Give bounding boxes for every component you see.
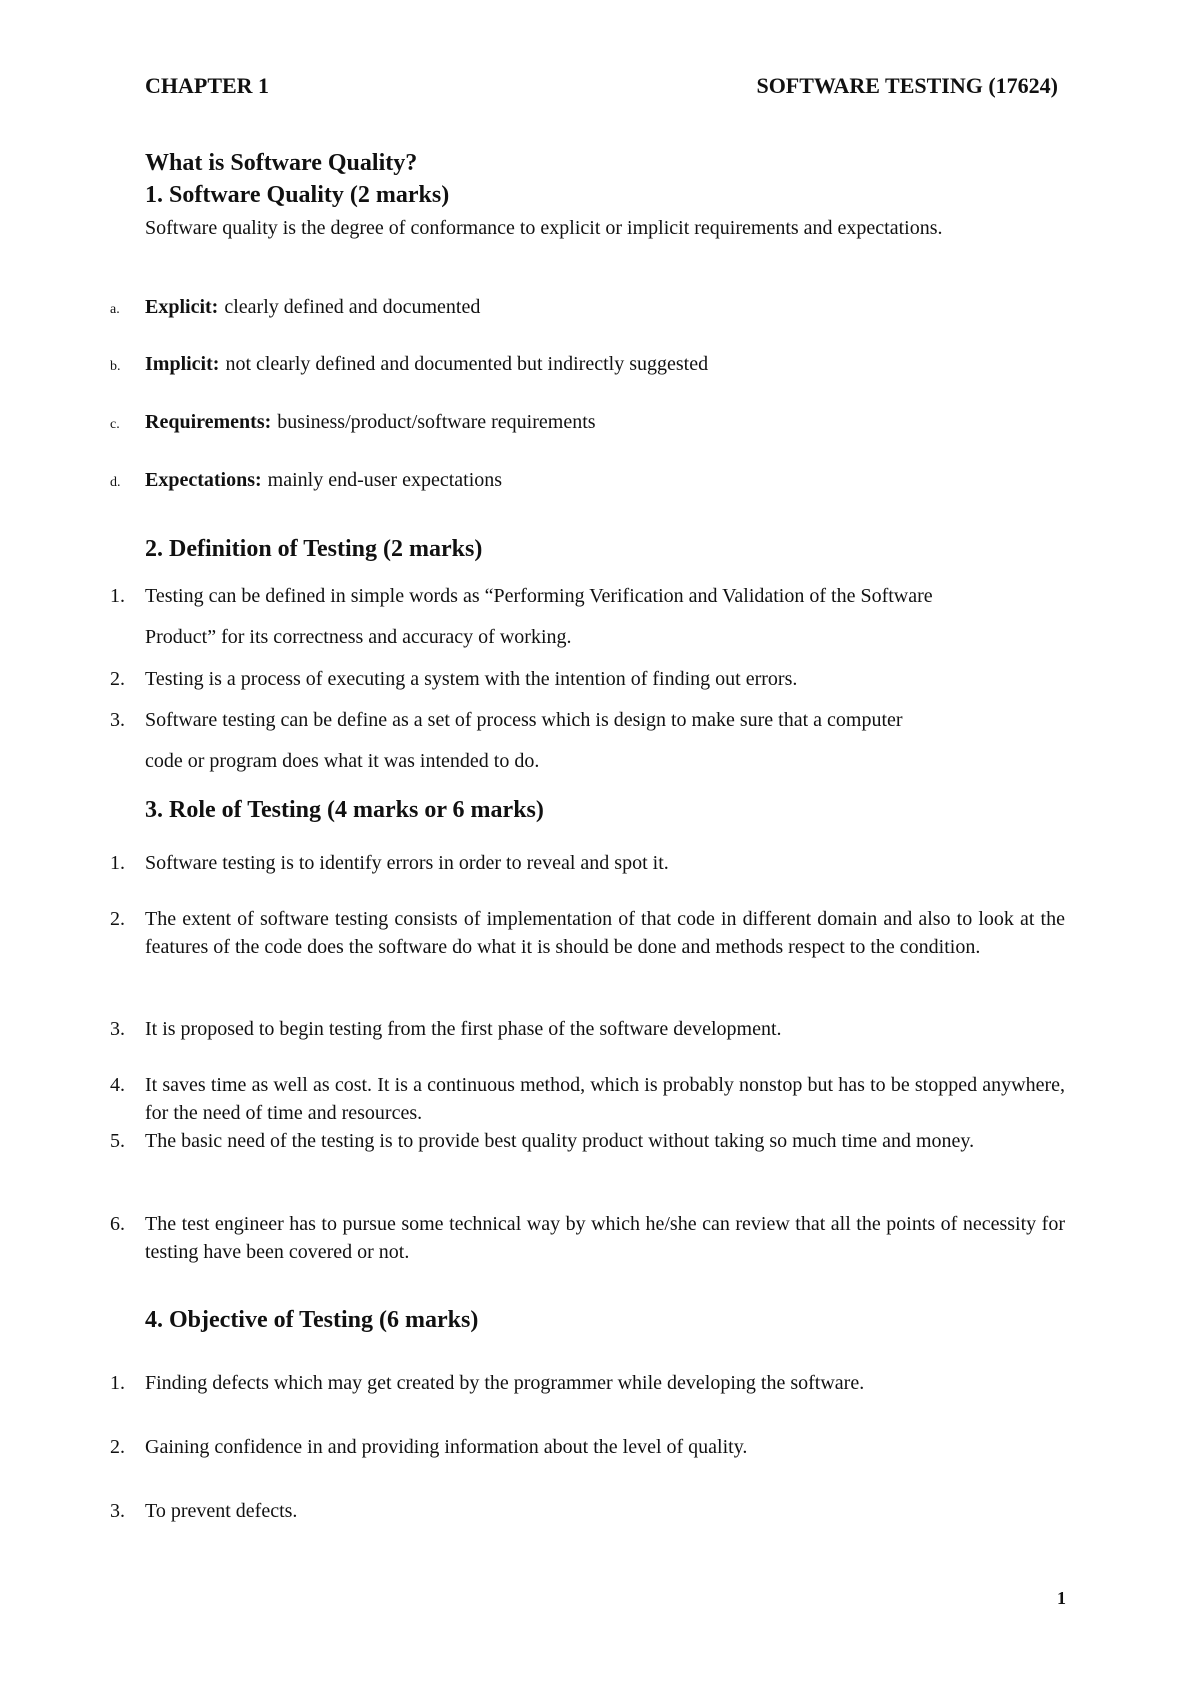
item-text: The extent of software testing consists of implementation of that code in different domain and also to look at the features of the code does the software do what it is should be done and methods respect to the condition. [145, 908, 1065, 958]
list-item [110, 411, 596, 434]
item-text: Testing can be defined in simple words as “Performing Verification and Validation of the Software Product” for its correctness and accuracy of working. [145, 585, 933, 648]
section-2-heading: 2. Definition of Testing (2 marks) [145, 536, 483, 562]
list-item [110, 905, 1065, 961]
list-item [110, 576, 1065, 658]
list-item [110, 1015, 1065, 1043]
item-text: Software testing is to identify errors in order to reveal and spot it. [145, 852, 669, 874]
list-item [110, 849, 1065, 877]
item-text: mainly end-user expectations [267, 469, 503, 491]
item-label: d. [110, 475, 121, 490]
item-term: Expectations: [145, 469, 262, 491]
list-item [110, 1500, 1065, 1523]
list-item [110, 353, 708, 376]
item-label: 2. [110, 1436, 125, 1458]
item-label: 3. [110, 1018, 125, 1040]
header-course: SOFTWARE TESTING (17624) [756, 73, 1058, 98]
item-label: 1. [110, 852, 125, 874]
item-label: 3. [110, 1500, 125, 1522]
item-text: not clearly defined and documented but indirectly suggested [225, 353, 709, 375]
item-text: Software testing can be define as a set of process which is design to make sure that a computer code or program does what it was intended to do. [145, 709, 903, 772]
item-text: business/product/software requirements [277, 411, 596, 433]
item-text: Testing is a process of executing a system with the intention of finding out errors. [145, 668, 798, 690]
list-item [110, 296, 480, 319]
list-item [110, 1436, 1065, 1459]
item-text: The test engineer has to pursue some technical way by which he/she can review that all the points of necessity for testing have been covered or not. [145, 1213, 1065, 1263]
list-item [110, 1210, 1065, 1266]
page-number: 1 [1057, 1588, 1066, 1608]
item-text: It is proposed to begin testing from the first phase of the software development. [145, 1018, 782, 1040]
item-label: 5. [110, 1130, 125, 1152]
item-label: 1. [110, 585, 125, 607]
item-text: Finding defects which may get created by the programmer while developing the software. [145, 1372, 865, 1394]
page-title: What is Software Quality? [145, 150, 418, 176]
section-4-heading: 4. Objective of Testing (6 marks) [145, 1307, 479, 1333]
section-1-heading: 1. Software Quality (2 marks) [145, 182, 450, 208]
item-label: b. [110, 359, 121, 374]
item-label: 2. [110, 908, 125, 930]
item-text: To prevent defects. [145, 1500, 298, 1522]
list-item [110, 1071, 1065, 1127]
item-label: 4. [110, 1074, 125, 1096]
list-item [110, 1372, 1065, 1395]
item-term: Implicit: [145, 353, 220, 375]
item-text: clearly defined and documented [224, 296, 481, 318]
item-label: a. [110, 302, 120, 317]
item-term: Explicit: [145, 296, 219, 318]
section-1-intro: Software quality is the degree of conformance to explicit or implicit requirements and expectations. [145, 217, 943, 239]
section-3-heading: 3. Role of Testing (4 marks or 6 marks) [145, 797, 544, 823]
item-label: 6. [110, 1213, 125, 1235]
list-item [110, 469, 502, 492]
item-label: 3. [110, 709, 125, 731]
list-item [110, 1127, 1065, 1155]
item-label: 2. [110, 668, 125, 690]
item-text: Gaining confidence in and providing information about the level of quality. [145, 1436, 748, 1458]
item-text: The basic need of the testing is to provide best quality product without taking so much time and money. [145, 1130, 975, 1152]
item-term: Requirements: [145, 411, 272, 433]
item-label: c. [110, 417, 120, 432]
list-item [110, 700, 1065, 782]
header-chapter: CHAPTER 1 [145, 73, 270, 98]
item-label: 1. [110, 1372, 125, 1394]
list-item [110, 659, 1065, 700]
item-text: It saves time as well as cost. It is a continuous method, which is probably nonstop but has to be stopped anywhere, for the need of time and resources. [145, 1074, 1065, 1124]
